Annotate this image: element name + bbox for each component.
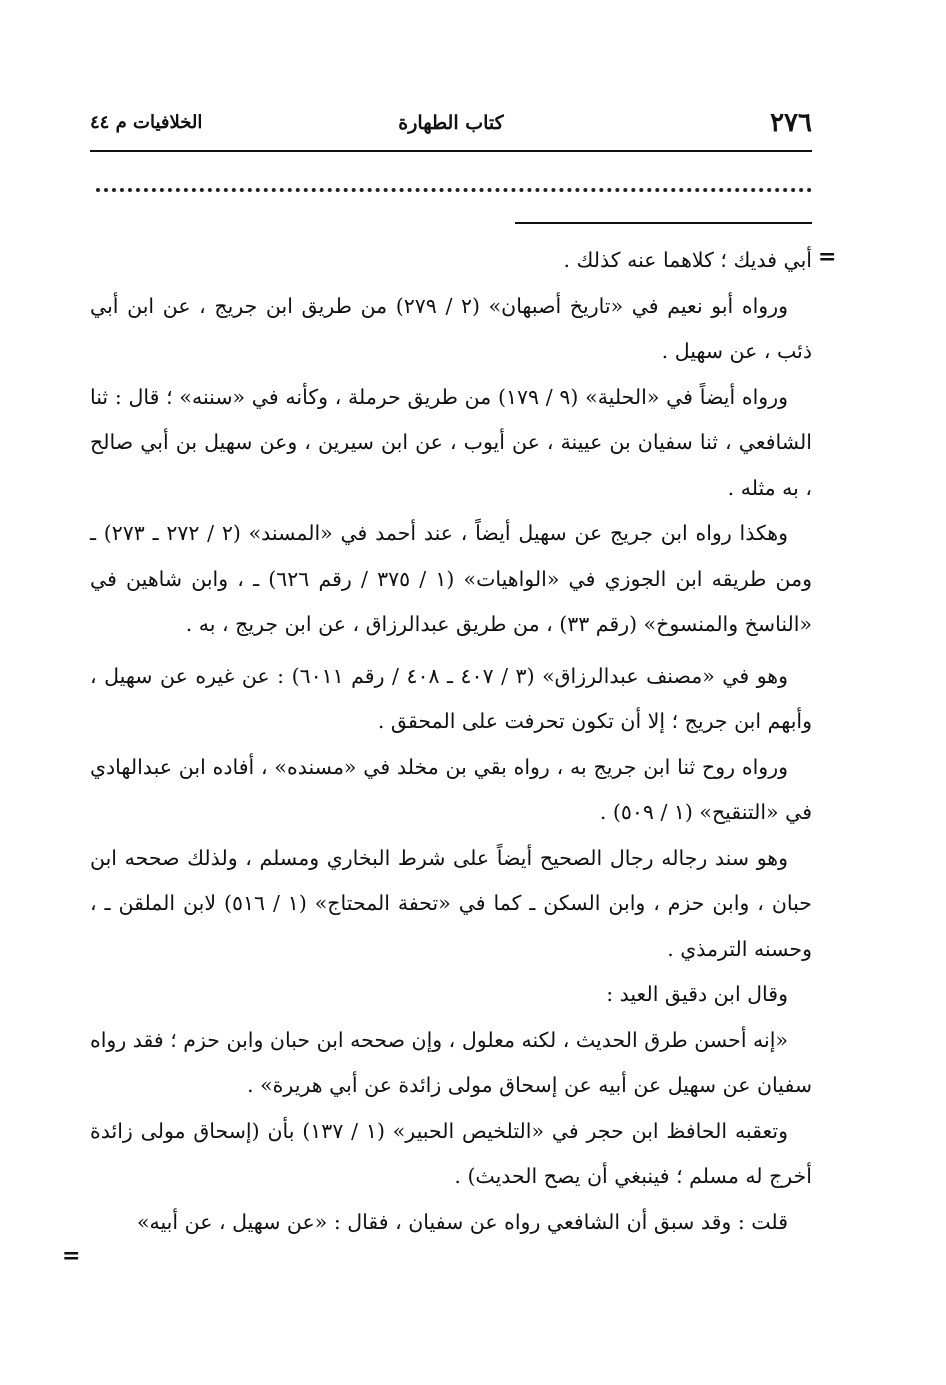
continuation-mark-end: = xyxy=(62,1243,81,1269)
header-divider xyxy=(90,150,812,152)
running-title: كتاب الطهارة xyxy=(398,112,504,134)
paragraph: وقال ابن دقيق العيد : xyxy=(606,982,788,1006)
paragraph: ورواه أبو نعيم في «تاريخ أصبهان» (٢ / ٢٧٩) من طريق ابن جريج ، عن ابن أبي ذئب ، عن سهيل . xyxy=(90,293,812,363)
paragraph: أبي فديك ؛ كلاهما عنه كذلك . xyxy=(563,248,812,272)
paragraph: قلت : وقد سبق أن الشافعي رواه عن سفيان ، فقال : «عن سهيل ، عن أبيه» xyxy=(136,1209,788,1234)
paragraph: وتعقبه الحافظ ابن حجر في «التلخيص الحبير» (١ / ١٣٧) بأن (إسحاق مولى زائدة أخرج له مسلم ؛ فينبغي أن يصح الحديث) . xyxy=(90,1118,812,1188)
paragraph: وهو في «مصنف عبدالرزاق» (٣ / ٤٠٧ ـ ٤٠٨ / رقم ٦٠١١) : عن غيره عن سهيل ، وأبهم ابن جريج ؛ إلا أن تكون تحرفت على المحقق . xyxy=(90,663,812,733)
page-header xyxy=(90,108,812,148)
page-number: ٢٧٦ xyxy=(770,108,812,138)
footnote-divider xyxy=(515,222,812,224)
paragraph: ورواه روح ثنا ابن جريج به ، رواه بقي بن مخلد في «مسنده» ، أفاده ابن عبدالهادي في «التنقيح» (١ / ٥٠٩) . xyxy=(90,754,812,824)
paragraph: ورواه أيضاً في «الحلية» (٩ / ١٧٩) من طريق حرملة ، وكأنه في «سننه» ؛ قال : ثنا الشافعي ، ثنا سفيان بن عيينة ، عن أيوب ، عن ابن سيرين ، وعن سهيل بن أبي صالح ، به مثله . xyxy=(90,384,812,500)
footnote-text xyxy=(90,238,812,1245)
paragraph: «إنه أحسن طرق الحديث ، لكنه معلول ، وإن صححه ابن حبان وابن حزم ؛ فقد رواه سفيان عن سهيل عن أبيه عن إسحاق مولى زائدة عن أبي هريرة» . xyxy=(90,1027,812,1097)
printer-signature: الخلافيات م ٤٤ xyxy=(90,112,203,133)
paragraph: وهو سند رجاله رجال الصحيح أيضاً على شرط البخاري ومسلم ، ولذلك صححه ابن حبان ، وابن حزم ، وابن السكن ـ كما في «تحفة المحتاج» (١ / ٥١٦) لابن الملقن ـ ، وحسنه الترمذي . xyxy=(90,845,812,961)
dotted-separator xyxy=(96,188,812,192)
paragraph: وهكذا رواه ابن جريج عن سهيل أيضاً ، عند أحمد في «المسند» (٢ / ٢٧٢ ـ ٢٧٣) ـ ومن طريقه ابن الجوزي في «الواهيات» (١ / ٣٧٥ / رقم ٦٢٦) ـ ، وابن شاهين في «الناسخ والمنسوخ» (رقم ٣٣) ، من طريق عبدالرزاق ، عن ابن جريج ، به . xyxy=(90,521,812,636)
continuation-mark-start: = xyxy=(818,244,837,270)
